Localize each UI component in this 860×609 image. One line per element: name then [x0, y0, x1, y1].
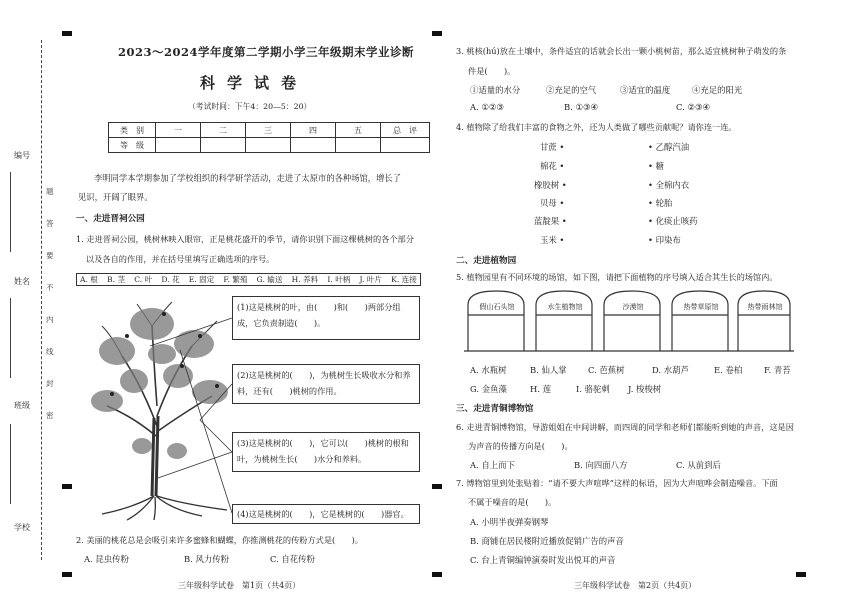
question-text: 7. 博物馆里到处张贴着：“请不要大声喧哗”这样的标语，因为大声喧哗会制造噪音。下面 — [456, 478, 778, 488]
binding-label-class: 班级 — [14, 401, 30, 410]
question-text: 以及各自的作用，并在括号里填写正确选项的序号。 — [86, 254, 275, 264]
grade-table-cell: 四 — [291, 123, 336, 138]
plant-option: H. 莲 — [530, 384, 552, 394]
word-bank-item: G. 输送 — [256, 275, 283, 284]
section-heading: 三、走进青铜博物馆 — [456, 404, 534, 414]
grade-table-cell: 三 — [246, 123, 291, 138]
intro-line: 见识，开阔了眼界。 — [78, 192, 153, 202]
callout-stem: (3)这是桃树的( )，它可以( )桃树的根和叶，为桃树生长( )水分和养料。 — [232, 432, 420, 472]
option[interactable]: B. 风力传粉 — [184, 554, 229, 564]
venue-label: 热带雨林馆 — [747, 303, 783, 311]
question-text: 2. 美丽的桃花总是会吸引来许多蜜蜂和蝴蝶，你推测桃花的传粉方式是( )。 — [76, 535, 363, 545]
binding-label-school: 学校 — [14, 523, 30, 532]
plant-option: G. 金鱼藻 — [470, 384, 507, 394]
venue-answer-area[interactable] — [538, 318, 592, 350]
grade-table-cell: 二 — [201, 123, 246, 138]
venue-label: 假山石头馆 — [479, 303, 515, 311]
plant-option: C. 芭蕉树 — [588, 365, 625, 375]
seal-char: 线 — [46, 347, 54, 356]
section-heading: 一、走进晋祠公园 — [76, 214, 145, 224]
match-left-item[interactable]: 橡胶树 • — [534, 180, 567, 190]
word-bank-item: H. 养料 — [291, 275, 319, 284]
seal-char: 封 — [46, 379, 54, 388]
grade-table-cell: 类 别 — [109, 123, 156, 138]
option[interactable]: C. 台上青铜编钟演奏时发出悦耳的声音 — [470, 555, 616, 565]
binding-label-number: 编号 — [14, 151, 30, 160]
question-text: 不属于噪音的是( )。 — [468, 497, 557, 507]
question-text: 1. 走进晋祠公园，桃树林映入眼帘，正是桃花盛开的季节，请你识别下面这棵桃树的各个部分 — [76, 234, 414, 244]
option[interactable]: C. 自花传粉 — [270, 554, 315, 564]
page-footer: 三年级科学试卷 第1页（共4页） — [178, 581, 301, 590]
match-left-item[interactable]: 棉花 • — [540, 161, 565, 171]
word-bank-item: J. 叶片 — [359, 275, 383, 284]
condition-item: ④充足的阳光 — [692, 85, 743, 95]
match-right-item[interactable]: • 乙醇汽油 — [648, 142, 690, 152]
venue-answer-area[interactable] — [606, 318, 660, 350]
grade-table-cell: 五 — [336, 123, 381, 138]
match-left-item[interactable]: 甘蔗 • — [540, 142, 565, 152]
condition-item: ②充足的空气 — [546, 85, 597, 95]
option[interactable]: B. ①③④ — [564, 102, 599, 112]
question-text: 6. 走进青铜博物馆，导游姐姐在中间讲解，而四周的同学和老师们都能听到她的声音，这是因 — [456, 422, 794, 432]
plant-option: J. 梭梭树 — [628, 384, 662, 394]
page-footer: 三年级科学试卷 第2页（共4页） — [574, 581, 697, 590]
plant-option: B. 仙人掌 — [530, 365, 567, 375]
callout-flower: (4)这是桃树的( )，它是桃树的( )器官。 — [232, 504, 420, 524]
section-heading: 二、走进植物园 — [456, 256, 517, 266]
option[interactable]: C. ②③④ — [676, 102, 710, 112]
condition-item: ③适宜的温度 — [620, 85, 671, 95]
word-bank-item: A. 根 — [80, 275, 98, 284]
venue-label: 水生植物馆 — [547, 303, 583, 311]
seal-char: 内 — [46, 315, 54, 324]
question-text: 4. 植物除了给我们丰富的食物之外，还为人类做了哪些贡献呢？请你连一连。 — [456, 122, 737, 132]
exam-subtitle: 科学试卷 — [200, 74, 309, 92]
option[interactable]: B. 向四面八方 — [574, 460, 628, 470]
word-bank-item: F. 繁殖 — [223, 275, 248, 284]
option[interactable]: A. 自上而下 — [470, 460, 515, 470]
word-bank-item: C. 叶 — [134, 275, 153, 284]
venue-label: 沙漠馆 — [622, 303, 644, 311]
word-bank-item: K. 连接 — [391, 275, 417, 284]
match-right-item[interactable]: • 全棉内衣 — [648, 180, 690, 190]
intro-line: 李明同学本学期参加了学校组织的科学研学活动，走进了太原市的各种场馆，增长了 — [94, 173, 401, 183]
question-text: 5. 植物园里有不同环境的场馆，如下图，请把下面植物的序号填入适合其生长的场馆内。 — [456, 272, 778, 282]
condition-item: ①适量的水分 — [470, 85, 521, 95]
match-left-item[interactable]: 蓝靛果 • — [534, 216, 567, 226]
match-right-item[interactable]: • 化痰止咳药 — [648, 216, 698, 226]
grade-table-cell: 总 评 — [381, 123, 430, 138]
plant-option: F. 青苔 — [764, 365, 791, 375]
seal-char: 密 — [46, 411, 54, 420]
option[interactable]: A. 小明半夜弹奏钢琴 — [470, 517, 549, 527]
match-right-item[interactable]: • 糖 — [648, 161, 664, 171]
plant-option: D. 水葫芦 — [652, 365, 689, 375]
match-left-item[interactable]: 贝母 • — [540, 198, 565, 208]
callout-leaf: (1)这是桃树的叶，由( )和( )两部分组成，它负责制造( )。 — [232, 296, 420, 340]
venue-answer-area[interactable] — [470, 318, 524, 350]
option[interactable]: A. ①②③ — [470, 102, 504, 112]
plant-option: I. 骆驼刺 — [576, 384, 610, 394]
plant-option: E. 卷柏 — [714, 365, 743, 375]
seal-char: 题 — [46, 187, 54, 196]
seal-char: 要 — [46, 251, 54, 260]
word-bank-item: I. 叶柄 — [327, 275, 351, 284]
question-text: 3. 桃核(hú)放在土壤中，条件适宜的话就会长出一颗小桃树苗，那么适宜桃树种子萌发的条 — [456, 46, 787, 56]
venue-answer-area[interactable] — [740, 318, 790, 350]
match-right-item[interactable]: • 印染布 — [648, 235, 681, 245]
venue-label: 热带草原馆 — [683, 303, 719, 311]
seal-char: 不 — [46, 283, 54, 292]
option[interactable]: B. 商铺在居民楼附近播放促销广告的声音 — [470, 536, 624, 546]
question-text: 为声音的传播方向是( )。 — [468, 441, 573, 451]
match-right-item[interactable]: • 轮胎 — [648, 198, 673, 208]
exam-time: （考试时间：下午4：20—5：20） — [188, 102, 312, 111]
word-bank-item: B. 茎 — [107, 275, 126, 284]
question-text: 件是( )。 — [468, 66, 516, 76]
word-bank-item: D. 花 — [161, 275, 180, 284]
grade-table-cell: 等 级 — [109, 138, 156, 153]
option[interactable]: A. 昆虫传粉 — [84, 554, 129, 564]
match-left-item[interactable]: 玉米 • — [540, 235, 565, 245]
word-bank-item: E. 固定 — [188, 275, 215, 284]
seal-char: 答 — [46, 219, 54, 228]
grade-table-cell: 一 — [156, 123, 201, 138]
callout-root: (2)这是桃树的( )，为桃树生长吸收水分和养料，还有( )桃树的作用。 — [232, 364, 420, 404]
option[interactable]: C. 从前到后 — [676, 460, 721, 470]
plant-option: A. 水瓶树 — [470, 365, 507, 375]
venue-answer-area[interactable] — [674, 318, 728, 350]
binding-label-name: 姓名 — [14, 277, 30, 286]
exam-title: 2023～2024学年度第二学期小学三年级期末学业诊断 — [118, 45, 415, 59]
